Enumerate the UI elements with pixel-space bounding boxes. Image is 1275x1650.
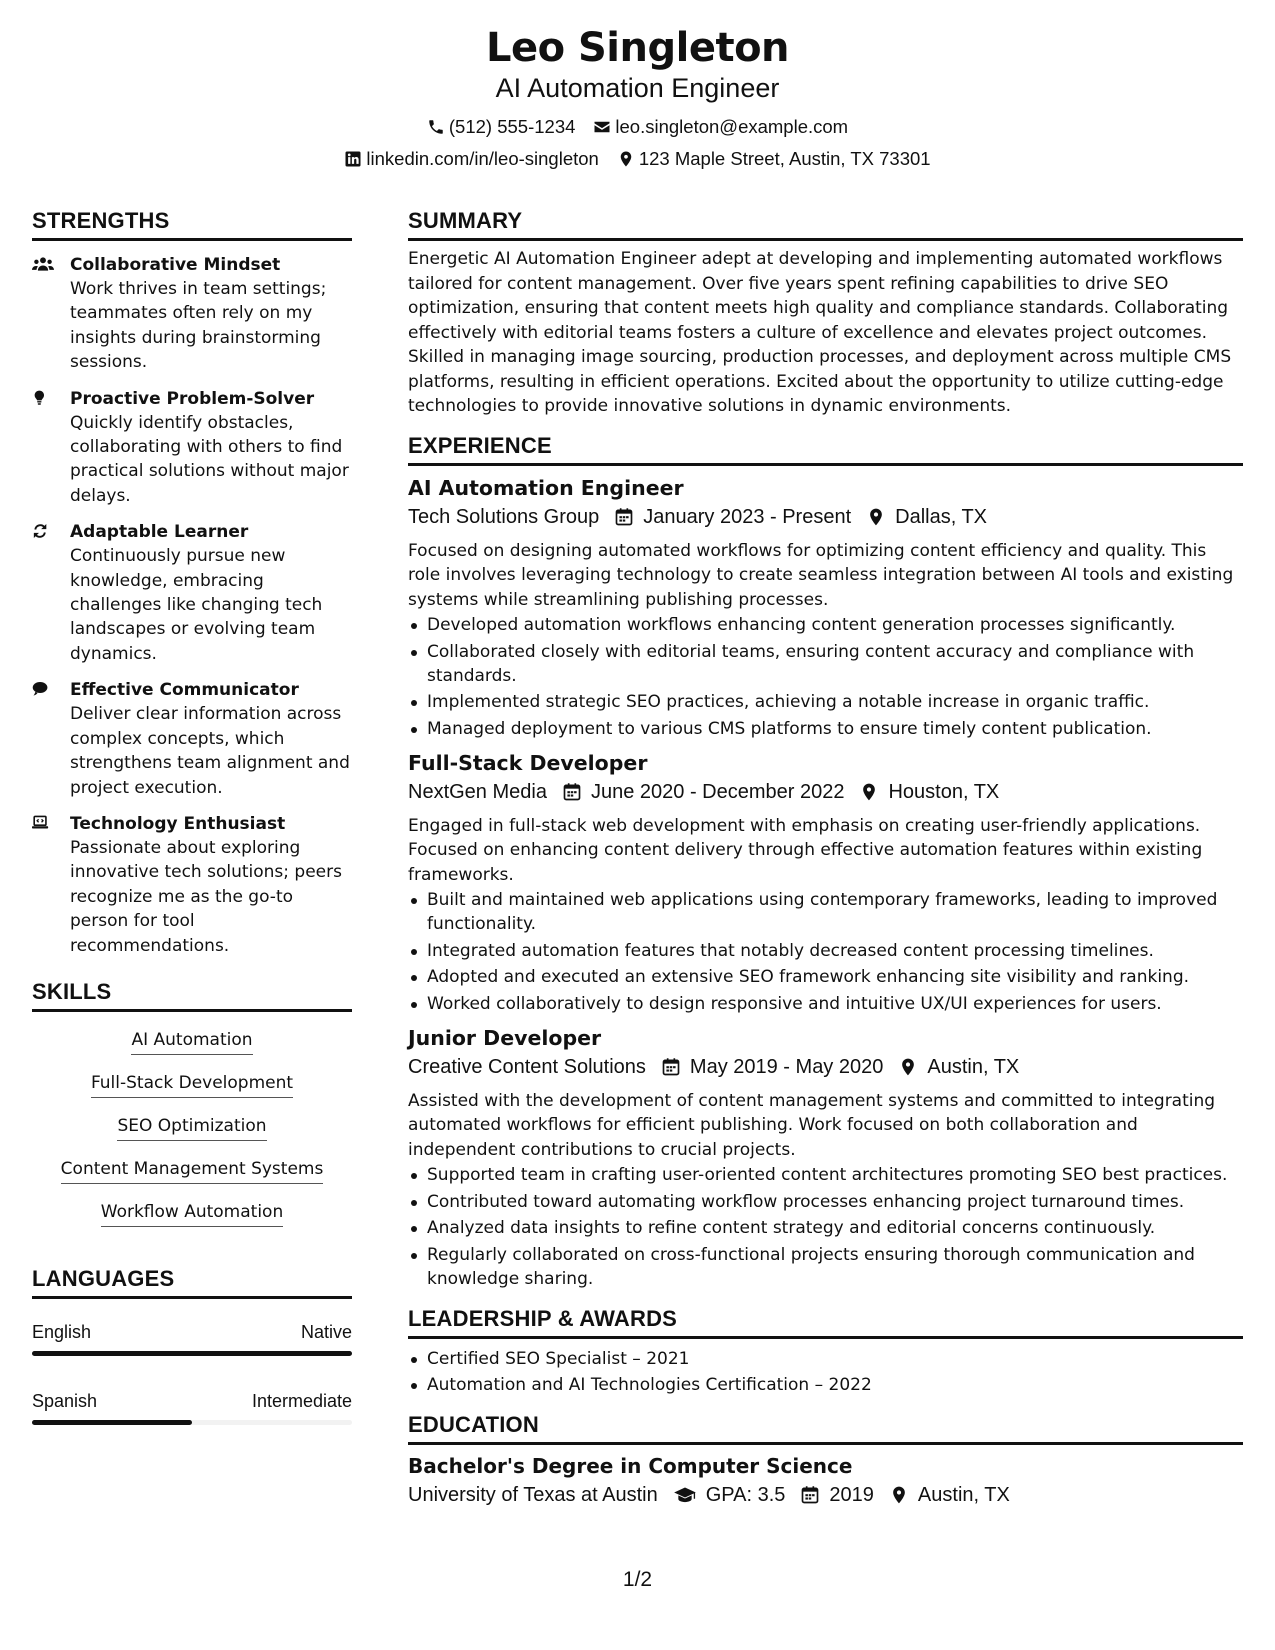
- skill-tag: SEO Optimization: [117, 1114, 266, 1141]
- bullet-item: Built and maintained web applications using contemporary frameworks, leading to improved functionality.: [408, 888, 1243, 936]
- strength-item: [32, 520, 352, 666]
- awards-list: [408, 1347, 1243, 1398]
- map-marker-icon: [865, 506, 887, 528]
- awards-heading: LEADERSHIP & AWARDS: [408, 1305, 1243, 1339]
- strength-desc: Deliver clear information across complex concepts, which strengthens team alignment and project execution.: [70, 704, 350, 798]
- job-title: Full-Stack Developer: [408, 750, 648, 775]
- graduation-year: 2019: [829, 1484, 874, 1506]
- linkedin-contact[interactable]: [344, 148, 598, 170]
- job-location: Dallas, TX: [895, 505, 988, 528]
- language-bar-fill: [32, 1351, 352, 1356]
- skill-tag: Content Management Systems: [61, 1157, 324, 1184]
- language-bar: [32, 1351, 352, 1356]
- language-item: [32, 1321, 352, 1356]
- language-bar: [32, 1420, 352, 1425]
- map-marker-icon: [617, 150, 635, 168]
- phone-text: (512) 555-1234: [448, 116, 576, 137]
- job-company: NextGen Media: [408, 780, 547, 803]
- strengths-heading: STRENGTHS: [32, 207, 352, 241]
- candidate-title: AI Automation Engineer: [495, 73, 780, 103]
- job-meta: [408, 777, 1243, 807]
- right-column: [408, 207, 1243, 1510]
- bullet-item: Analyzed data insights to refine content strategy and editorial concerns continuously.: [408, 1216, 1243, 1240]
- envelope-icon: [593, 118, 611, 136]
- map-marker-icon: [858, 781, 880, 803]
- education-entry: [408, 1452, 1243, 1510]
- bullet-item: Regularly collaborated on cross-functional projects ensuring thorough communication and knowledge sharing.: [408, 1243, 1243, 1291]
- contact-row-secondary: [0, 148, 1275, 170]
- degree-title: Bachelor's Degree in Computer Science: [408, 1454, 853, 1478]
- strength-item: [32, 678, 352, 800]
- job-description: Assisted with the development of content management systems and committed to integrating automated workflows for efficient publishing. Work focused on both collaboration and independent contributions to crucial projects.: [408, 1090, 1216, 1160]
- job-entry: [408, 1024, 1243, 1291]
- calendar-icon: [561, 781, 583, 803]
- job-bullets: [408, 613, 1243, 741]
- strength-name: Technology Enthusiast: [70, 813, 286, 834]
- bullet-item: Contributed toward automating workflow processes enhancing project turnaround times.: [408, 1190, 1243, 1214]
- job-entry: [408, 749, 1243, 1016]
- job-meta: [408, 502, 1243, 532]
- map-marker-icon: [897, 1056, 919, 1078]
- calendar-icon: [799, 1484, 821, 1506]
- page-number: 1/2: [622, 1568, 653, 1591]
- resume-header: [0, 22, 1275, 170]
- skills-list: [32, 1028, 352, 1227]
- language-level: Intermediate: [251, 1390, 352, 1411]
- job-meta: [408, 1052, 1243, 1082]
- address-text: 123 Maple Street, Austin, TX 73301: [638, 148, 931, 169]
- job-description: Focused on designing automated workflows for optimizing content efficiency and quality. This role involves leveraging technology to create seamless integration between AI tools and existing systems while streamlining publishing processes.: [408, 540, 1234, 610]
- left-column: [32, 207, 352, 1425]
- award-item: Automation and AI Technologies Certification – 2022: [408, 1373, 1243, 1397]
- email-text[interactable]: leo.singleton@example.com: [615, 116, 849, 137]
- language-item: [32, 1390, 352, 1425]
- strength-desc: Passionate about exploring innovative tech solutions; peers recognize me as the go-to person for tool recommendations.: [70, 837, 342, 956]
- skill-tag: AI Automation: [131, 1028, 252, 1055]
- school-name: University of Texas at Austin: [408, 1484, 658, 1506]
- job-location: Houston, TX: [888, 780, 1000, 803]
- address-contact: [617, 148, 931, 170]
- job-entry: [408, 474, 1243, 741]
- calendar-icon: [613, 506, 635, 528]
- skills-heading: SKILLS: [32, 978, 352, 1012]
- refresh-icon: [32, 520, 70, 666]
- summary-heading: SUMMARY: [408, 207, 1243, 241]
- strength-name: Collaborative Mindset: [70, 255, 281, 275]
- laptop-code-icon: [32, 812, 70, 958]
- contact-row-primary: [0, 116, 1275, 138]
- bullet-item: Collaborated closely with editorial teams, ensuring content accuracy and compliance with standards.: [408, 640, 1243, 688]
- strength-item: [32, 387, 352, 509]
- language-bar-fill: [32, 1420, 192, 1425]
- experience-heading: EXPERIENCE: [408, 432, 1243, 466]
- skill-tag: Workflow Automation: [101, 1200, 283, 1227]
- linkedin-text[interactable]: linkedin.com/in/leo-singleton: [366, 148, 599, 169]
- language-name: Spanish: [32, 1390, 98, 1411]
- strength-name: Effective Communicator: [70, 680, 299, 701]
- lightbulb-icon: [32, 387, 70, 509]
- calendar-icon: [660, 1056, 682, 1078]
- strength-desc: Quickly identify obstacles, collaborating with others to find practical solutions without major delays.: [70, 412, 349, 506]
- email-contact[interactable]: [593, 116, 848, 138]
- job-dates: May 2019 - May 2020: [689, 1055, 884, 1078]
- bullet-item: Implemented strategic SEO practices, achieving a notable increase in organic traffic.: [408, 690, 1243, 714]
- users-icon: [32, 253, 70, 375]
- strength-name: Adaptable Learner: [70, 522, 249, 543]
- linkedin-icon: [344, 150, 362, 168]
- job-dates: June 2020 - December 2022: [590, 780, 845, 803]
- job-description: Engaged in full-stack web development with emphasis on creating user-friendly applications. Focused on enhancing content delivery through effective automation features within existing frameworks.: [408, 815, 1203, 885]
- strength-desc: Work thrives in team settings; teammates often rely on my insights during brainstorming sessions.: [70, 279, 327, 373]
- job-title: Junior Developer: [408, 1025, 602, 1050]
- job-company: Creative Content Solutions: [408, 1055, 646, 1078]
- languages-heading: LANGUAGES: [32, 1265, 352, 1299]
- education-location: Austin, TX: [917, 1484, 1010, 1506]
- job-title: AI Automation Engineer: [408, 475, 684, 500]
- job-dates: January 2023 - Present: [643, 505, 852, 528]
- phone-icon: [427, 118, 445, 136]
- bullet-item: Managed deployment to various CMS platforms to ensure timely content publication.: [408, 717, 1243, 741]
- bullet-item: Adopted and executed an extensive SEO framework enhancing site visibility and ranking.: [408, 965, 1243, 989]
- candidate-name: Leo Singleton: [485, 25, 790, 71]
- skill-tag: Full-Stack Development: [91, 1071, 293, 1098]
- strength-name: Proactive Problem-Solver: [70, 388, 315, 409]
- phone-contact: [427, 116, 576, 138]
- graduation-cap-icon: [672, 1484, 698, 1506]
- strength-item: [32, 812, 352, 958]
- language-name: English: [32, 1321, 92, 1342]
- award-item: Certified SEO Specialist – 2021: [408, 1347, 1243, 1371]
- job-company: Tech Solutions Group: [408, 505, 600, 528]
- map-marker-icon: [888, 1484, 910, 1506]
- job-location: Austin, TX: [927, 1055, 1020, 1078]
- strength-desc: Continuously pursue new knowledge, embracing challenges like changing tech landscapes or evolving team dynamics.: [70, 546, 323, 664]
- summary-text: Energetic AI Automation Engineer adept at developing and implementing automated workflows tailored for content management. Over five years spent refining capabilities to drive SEO optimization, ensuring that content meets high quality and compliance standards. Collaborating effectively with editorial teams fosters a culture of excellence and elevates project outcomes. Skilled in managing image sourcing, production processes, and deployment across multiple CMS platforms, resulting in efficient operations. Excited about the opportunity to utilize cutting-edge technologies to provide innovative solutions in dynamic environments.: [408, 249, 1232, 416]
- gpa-text: GPA: 3.5: [705, 1484, 786, 1506]
- bullet-item: Developed automation workflows enhancing content generation processes significantly.: [408, 613, 1243, 637]
- comment-icon: [32, 678, 70, 800]
- language-level: Native: [300, 1321, 352, 1342]
- strength-item: [32, 253, 352, 375]
- bullet-item: Integrated automation features that notably decreased content processing timelines.: [408, 939, 1243, 963]
- job-bullets: [408, 888, 1243, 1016]
- bullet-item: Worked collaboratively to design responsive and intuitive UX/UI experiences for users.: [408, 992, 1243, 1016]
- bullet-item: Supported team in crafting user-oriented content architectures promoting SEO best practices.: [408, 1163, 1243, 1187]
- education-heading: EDUCATION: [408, 1411, 1243, 1445]
- education-meta: [408, 1480, 1243, 1510]
- job-bullets: [408, 1163, 1243, 1291]
